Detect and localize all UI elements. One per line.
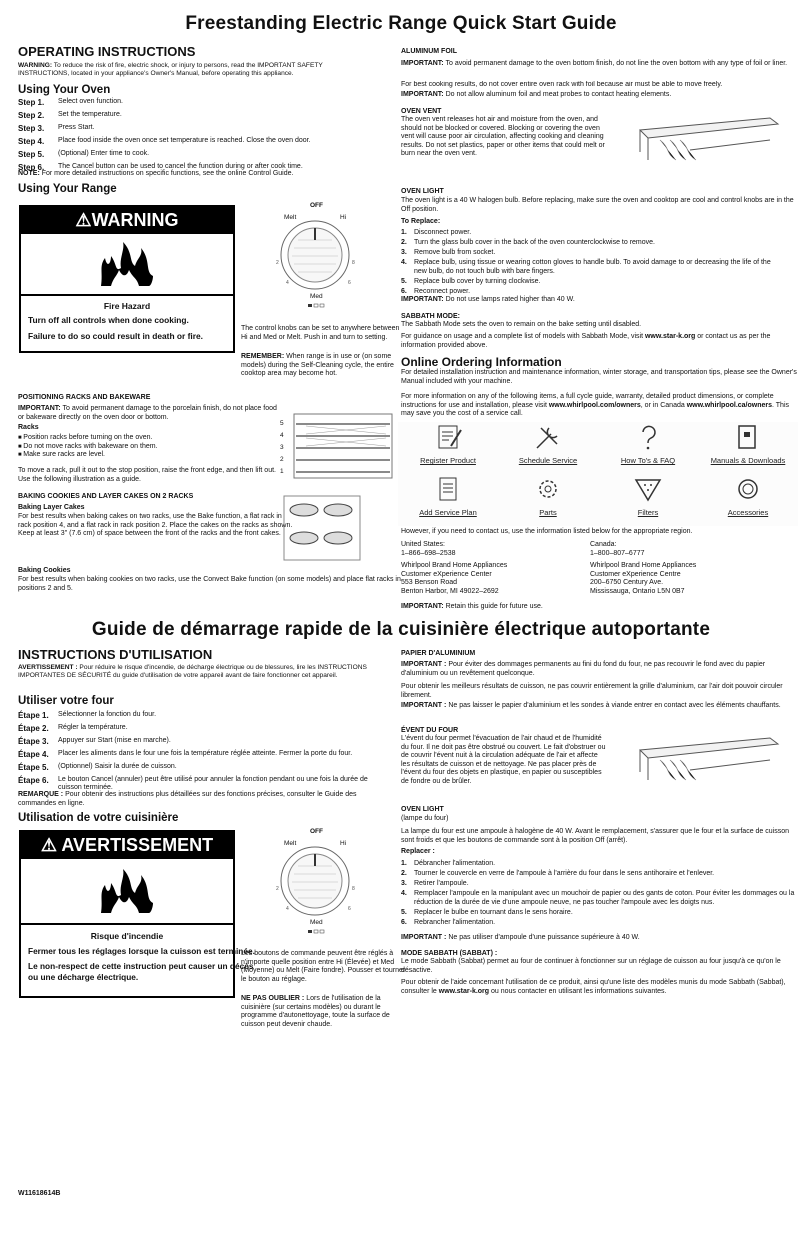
- fire-warning-box: [19, 205, 235, 353]
- knob-hi-label: Hi: [340, 214, 347, 221]
- step-text: Régler la température.: [58, 723, 128, 731]
- step-row: [18, 711, 388, 721]
- step-text: Appuyer sur Start (mise en marche).: [58, 736, 171, 744]
- page-title-fr: Guide de démarrage rapide de la cuisinière électrique autoportante: [91, 619, 711, 640]
- racks-important: IMPORTANT: To avoid permanent damage to the porcelain finish, do not place food or bakeware directly on the oven door or bottom.: [18, 405, 277, 421]
- alert-triangle-icon: ⚠: [75, 210, 92, 230]
- list-item: ■ Position racks before turning on the oven.: [18, 434, 158, 443]
- resource-link-tools[interactable]: [498, 422, 598, 465]
- racks-heading: POSITIONING RACKS AND BAKEWARE: [18, 394, 151, 401]
- vent-text-fr: L'évent du four permet l'évacuation de l'air chaud et de l'humidité du four. Il ne doit pas être obstrué ou couvert. Le fait d'obstruer ou de couvrir l'évent nuit à la circulation adéquate de l'air et affecte les résultats de cuisson et de nettoyage. Ne pas placer près de l'évent du four des objets en plastique, en papier ou susceptibles de fondre ou de brûler.: [401, 735, 606, 785]
- resource-link-hose[interactable]: [698, 474, 798, 517]
- cookies-text: For best results when baking cookies on two racks, use the Convect Bake function (on some models) and place flat racks in positions 2 and 5.: [18, 576, 401, 592]
- resource-link-manual[interactable]: [698, 422, 798, 465]
- racks-list: [18, 434, 158, 460]
- step-label: Step 4.: [18, 136, 45, 146]
- vent-heading-fr: ÉVENT DU FOUR: [401, 727, 459, 734]
- light-text-fr: La lampe du four est une ampoule à halogène de 40 W. Avant le remplacement, s'assurer que le four et la surface de cuisson sont froids et que les boutons de commande sont à la position Off (arrêt).: [401, 828, 789, 844]
- light-heading: OVEN LIGHT: [401, 188, 444, 195]
- step-text: (Optional) Enter time to cook.: [58, 149, 150, 157]
- step-text: Le bouton Cancel (annuler) peut être utilisé pour annuler la fonction pendant ou une fois la durée de cuisson terminée.: [58, 775, 368, 792]
- step-text: (Optionnel) Saisir la durée de cuisson.: [58, 762, 177, 770]
- oven-vent-illustration: [630, 110, 780, 170]
- operating-heading-fr: INSTRUCTIONS D'UTILISATION: [18, 647, 213, 662]
- resource-link-label: Schedule Service: [518, 456, 578, 466]
- foil-heading-fr: PAPIER D'ALUMINIUM: [401, 650, 476, 657]
- oven-steps-fr: [18, 711, 388, 796]
- fire-line-1-fr: Fermer tous les réglages lorsque la cuisson est terminée.: [28, 946, 255, 957]
- resource-link-label: Filters: [637, 508, 659, 518]
- step-row: [18, 111, 388, 121]
- step-text: The Cancel button can be used to cancel the function during or after cook time.: [58, 162, 303, 170]
- tools-icon: [531, 422, 565, 454]
- vent-text: The oven vent releases hot air and moisture from the oven, and should not be blocked or covered. Blocking or covering the oven vent will cause poor air circulation, affecting cooking and cleaning results. Do not set plastics, paper or other items that could melt or burn near the oven vent.: [401, 116, 605, 158]
- step-row: [18, 750, 388, 760]
- list-item: 5. Replacer le bulbe en tournant dans le sens horaire.: [401, 908, 573, 916]
- cookies-subheading: Baking Cookies: [18, 567, 71, 574]
- whirlpool-us-link[interactable]: www.whirlpool.com/owners: [548, 401, 641, 409]
- step-text: Press Start.: [58, 123, 95, 131]
- light-subheading-fr: (lampe du four): [401, 815, 449, 822]
- operating-heading: OPERATING INSTRUCTIONS: [18, 44, 196, 59]
- whirlpool-ca-link[interactable]: www.whirlpool.ca/owners: [686, 401, 773, 409]
- layer-cakes-subheading: Baking Layer Cakes: [18, 504, 85, 511]
- ca-address: Whirlpool Brand Home Appliances Customer eXperience Centre 200–6750 Century Ave. Mississauga, Ontario L5N 0B7: [590, 562, 697, 595]
- knob-text: The control knobs can be set to anywhere between Hi and Med or Melt. Push in and turn to setting.: [241, 325, 400, 341]
- step-label: Étape 3.: [18, 736, 49, 746]
- note-paragraph: NOTE: For more detailed instructions on specific functions, see the online Control Guide.: [18, 170, 294, 177]
- bake-two-racks-heading: BAKING COOKIES AND LAYER CAKES ON 2 RACKS: [18, 493, 194, 500]
- resource-link-label: Manuals & Downloads: [710, 456, 786, 466]
- fire-line-2: Failure to do so could result in death or fire.: [28, 330, 203, 341]
- fire-hazard-label: Fire Hazard: [103, 301, 151, 311]
- us-phone: 1–866–698–2538: [401, 549, 456, 557]
- fire-icon: [21, 859, 233, 925]
- using-oven-heading: Using Your Oven: [18, 84, 111, 96]
- foil-text: For best cooking results, do not cover entire oven rack with foil because air must be able to move freely.: [401, 81, 723, 88]
- replace-steps: [401, 229, 781, 298]
- vent-heading: OVEN VENT: [401, 108, 442, 115]
- light-important-fr: IMPORTANT : Ne pas utiliser d'ampoule d'une puissance supérieure à 40 W.: [401, 934, 640, 941]
- rack-position-numbers: 5 4 3 2 1: [280, 420, 284, 475]
- list-item: ■ Make sure racks are level.: [18, 451, 158, 460]
- oven-steps: [18, 98, 388, 176]
- fire-icon: [21, 234, 233, 296]
- us-contact: United States: 1–866–698–2538: [401, 541, 456, 557]
- foil-important-2: IMPORTANT: Do not allow aluminum foil and meat probes to contact heating elements.: [401, 91, 672, 98]
- rack-positions-illustration: [276, 412, 396, 480]
- using-range-heading-fr: Utilisation de votre cuisinière: [18, 812, 179, 824]
- control-knob-illustration: [270, 200, 360, 310]
- list-item: 1. Débrancher l'alimentation.: [401, 860, 496, 867]
- list-item: 1. Disconnect power.: [401, 229, 472, 236]
- list-item: 3. Retirer l'ampoule.: [401, 880, 469, 888]
- warning-paragraph: WARNING: To reduce the risk of fire, electric shock, or injury to persons, read the IMPORTANT SAFETY INSTRUCTIONS, located in your appliance's Owner's Manual, before operating this appliance.: [18, 62, 323, 78]
- step-text: Placer les aliments dans le four une fois la température réglée atteinte. Fermer la porte du four.: [58, 749, 353, 757]
- list-item: ■ Do not move racks with bakeware on them.: [18, 443, 158, 452]
- racks-subheading: Racks: [18, 424, 39, 431]
- replace-subheading: To Replace:: [401, 218, 441, 225]
- resource-link-gear[interactable]: [498, 474, 598, 517]
- sabbath-text: The Sabbath Mode sets the oven to remain on the bake setting until disabled.: [401, 321, 642, 328]
- star-k-link[interactable]: www.star-k.org: [438, 987, 490, 995]
- knob-hi-label: Hi: [340, 840, 347, 847]
- resource-link-register[interactable]: [398, 422, 498, 465]
- knob-med-label: Med: [310, 293, 323, 300]
- step-label: Étape 2.: [18, 723, 49, 733]
- svg-text:8: 8: [352, 886, 355, 892]
- knob-med-label: Med: [310, 919, 323, 926]
- knob-melt-label: Melt: [284, 214, 297, 221]
- filter-icon: [631, 474, 665, 506]
- resource-link-question[interactable]: [598, 422, 698, 465]
- foil-important-2-fr: IMPORTANT : Ne pas laisser le papier d'aluminium et les sondes à viande entrer en contact avec les éléments chauffants.: [401, 702, 781, 709]
- resource-link-label: How To's & FAQ: [620, 456, 676, 466]
- step-row: [18, 98, 388, 108]
- sabbath-heading: SABBATH MODE:: [401, 313, 460, 320]
- sabbath-link-text-fr: Pour obtenir de l'aide concernant l'utilisation de ce produit, ainsi qu'une liste des modèles munis du mode Sabbath (Sabbat), consulter le www.star-k.org ou nous contacter en utilisant les informations suivantes.: [401, 979, 786, 995]
- page-title: Freestanding Electric Range Quick Start Guide: [185, 13, 617, 34]
- list-item: 4. Replace bulb, using tissue or wearing cotton gloves to handle bulb. To avoid damage to or decreasing the life of the new bulb, do not touch bulb with bare fingers.: [401, 259, 771, 275]
- sabbath-text-fr: Le mode Sabbath (Sabbat) permet au four de continuer à fonctionner sur un réglage de cuisson au four jusqu'à ce qu'on le désactive.: [401, 958, 781, 974]
- step-text: Set the temperature.: [58, 110, 122, 118]
- list-item: 2. Turn the glass bulb cover in the back of the oven counterclockwise to remove.: [401, 239, 655, 247]
- foil-important-1: IMPORTANT: To avoid permanent damage to the oven bottom finish, do not line the oven bottom with any type of foil or liner.: [401, 60, 788, 67]
- light-important: IMPORTANT: Do not use lamps rated higher than 40 W.: [401, 296, 575, 303]
- warning-banner: ⚠WARNING: [21, 207, 233, 234]
- step-label: Étape 6.: [18, 775, 49, 785]
- step-label: Étape 5.: [18, 762, 49, 772]
- svg-text:2: 2: [276, 260, 279, 266]
- step-row: [18, 724, 388, 734]
- sabbath-link-text: For guidance on usage and a complete list of models with Sabbath Mode, visit www.star-k.org or contact us as per the information provided above.: [401, 333, 771, 349]
- svg-text:4: 4: [286, 906, 289, 912]
- remember-text: REMEMBER: When range is in use or (on some models) during the Self-Cleaning cycle, the entire cooktop area may become hot.: [241, 353, 394, 378]
- fire-warning-box-fr: [19, 830, 255, 998]
- svg-text:2: 2: [276, 886, 279, 892]
- alert-triangle-icon: ⚠: [40, 835, 62, 855]
- ca-contact: Canada: 1–800–807–6777: [590, 541, 645, 557]
- step-label: Step 5.: [18, 149, 45, 159]
- remember-text-fr: NE PAS OUBLIER : Lors de l'utilisation de la cuisinière (sur certains modèles) ou durant le programme d'autonettoyage, toute la surface de cuisson peut devenir chaude.: [241, 995, 390, 1028]
- online-links-text: For more information on any of the following items, a full cycle guide, warranty, detailed product dimensions, or complete instructions for use and installation, please visit www.whirlpool.com/owners, or in Canada www.whirlpool.ca/owners. This may save you the cost of a service call.: [401, 393, 790, 418]
- step-text: Select oven function.: [58, 98, 123, 105]
- fire-line-1: Turn off all controls when done cooking.: [28, 315, 189, 326]
- step-row: [18, 763, 388, 773]
- retain-note: IMPORTANT: Retain this guide for future use.: [401, 603, 543, 610]
- manual-icon: [731, 422, 765, 454]
- racks-move-text: To move a rack, pull it out to the stop position, raise the front edge, and then lift out. Use the following illustration as a guide.: [18, 467, 276, 483]
- step-row: [18, 124, 388, 134]
- footer-code: W11618614B: [18, 1190, 61, 1197]
- list-item: 2. Tourner le couvercle en verre de l'ampoule à l'arrière du four dans le sens antihoraire et l'enlever.: [401, 870, 715, 878]
- step-label: Step 2.: [18, 110, 45, 120]
- step-label: Step 3.: [18, 123, 45, 133]
- knob-off-label: OFF: [310, 828, 323, 835]
- foil-important-1-fr: IMPORTANT : Pour éviter des dommages permanents au fini du fond du four, ne pas recouvrir le fond avec du papier d'aluminium ou un revêtement quelconque.: [401, 661, 766, 677]
- knob-off-label: OFF: [310, 202, 323, 209]
- light-heading-fr: OVEN LIGHT: [401, 806, 444, 813]
- svg-text:6: 6: [348, 906, 351, 912]
- foil-heading: ALUMINUM FOIL: [401, 48, 457, 55]
- foil-text-fr: Pour obtenir les meilleurs résultats de cuisson, ne pas couvrir entièrement la grille d'aluminium, car l'air doit pouvoir circuler librement.: [401, 683, 783, 699]
- list-item: 6. Rebrancher l'alimentation.: [401, 918, 496, 926]
- step-text: Place food inside the oven once set temperature is reached. Close the oven door.: [58, 136, 311, 144]
- star-k-link[interactable]: www.star-k.org: [644, 333, 696, 340]
- list-item: 3. Remove bulb from socket.: [401, 249, 496, 257]
- online-ordering-heading: Online Ordering Information: [401, 355, 562, 369]
- fire-line-2-fr: Le non-respect de cette instruction peut causer un décès ou une décharge électrique.: [28, 961, 254, 982]
- svg-text:4: 4: [286, 280, 289, 286]
- resource-link-filter[interactable]: [598, 474, 698, 517]
- contact-text: However, if you need to contact us, use the information listed below for the appropriate region.: [401, 528, 693, 535]
- sabbath-heading-fr: MODE SABBATH (SABBAT) :: [401, 950, 498, 957]
- knob-melt-label: Melt: [284, 840, 297, 847]
- replace-steps-fr: [401, 860, 799, 929]
- layer-cakes-text: For best results when baking cakes on two racks, use the Bake function, a flat rack in rack position 4, and a flat rack in rack position 2. Place the cakes on the racks as shown. Keep at least 3" (7.6 cm) of space between the front of the racks and the front cakes.: [18, 513, 293, 538]
- replace-subheading-fr: Replacer :: [401, 848, 435, 855]
- ca-phone: 1–800–807–6777: [590, 549, 645, 557]
- warning-paragraph-fr: AVERTISSEMENT : Pour réduire le risque d'incendie, de décharge électrique ou de blessures, lire les INSTRUCTIONS IMPORTANTES DE SÉCURITÉ du guide d'utilisation de votre appareil avant de faire fonctionner cet appareil.: [18, 664, 367, 680]
- gear-icon: [531, 474, 565, 506]
- document-icon: [431, 474, 465, 506]
- using-oven-heading-fr: Utiliser votre four: [18, 695, 114, 707]
- step-label: Étape 1.: [18, 711, 49, 720]
- svg-text:6: 6: [348, 280, 351, 286]
- light-text: The oven light is a 40 W halogen bulb. Before replacing, make sure the oven and cooktop are cool and control knobs are in the Off position.: [401, 197, 794, 213]
- register-icon: [431, 422, 465, 454]
- online-text: For detailed installation instruction and maintenance information, winter storage, and transportation tips, please see the Owner's Manual included with your machine.: [401, 369, 797, 385]
- resource-link-label: Register Product: [420, 456, 476, 466]
- resource-link-label: Parts: [539, 508, 557, 518]
- note-paragraph-fr: REMARQUE : Pour obtenir des instructions plus détaillées sur des fonctions précises, consulter le Guide des commandes en ligne.: [18, 791, 357, 807]
- step-row: [18, 737, 388, 747]
- step-label: Étape 4.: [18, 749, 49, 759]
- resource-link-label: Accessories: [727, 508, 769, 518]
- control-knob-illustration-fr: [270, 826, 360, 936]
- fire-hazard-label-fr: Risque d'incendie: [90, 931, 164, 941]
- using-range-heading: Using Your Range: [18, 183, 117, 195]
- resource-link-document[interactable]: [398, 474, 498, 517]
- oven-vent-illustration-fr: [630, 730, 780, 790]
- hose-icon: [731, 474, 765, 506]
- step-row: [18, 150, 388, 160]
- step-row: [18, 137, 388, 147]
- svg-text:8: 8: [352, 260, 355, 266]
- us-address: Whirlpool Brand Home Appliances Customer eXperience Center 553 Benson Road Benton Harbor, MI 49022–2692: [401, 562, 508, 595]
- cakes-illustration: [282, 494, 362, 562]
- knob-text-fr: Les boutons de commande peuvent être réglés à n'importe quelle position entre Hi (Élevée) et Med (Moyenne) ou Melt (Faire fondre). Pousser et tourner le bouton au réglage.: [241, 950, 406, 983]
- resource-link-label: Add Service Plan: [419, 508, 477, 518]
- list-item: 6. Reconnect power.: [401, 287, 471, 295]
- list-item: 4. Remplacer l'ampoule en la manipulant avec un mouchoir de papier ou des gants de coton. Pour éviter les dommages ou la réduction de la durée de vie d'une ampoule neuve, ne pas toucher l'ampoule avec les doigts nus.: [401, 890, 795, 906]
- step-text: Sélectionner la fonction du four.: [58, 711, 157, 718]
- question-icon: [631, 422, 665, 454]
- step-label: Step 6.: [18, 162, 45, 172]
- list-item: 5. Replace bulb cover by turning clockwise.: [401, 277, 541, 285]
- step-label: Step 1.: [18, 98, 45, 107]
- warning-banner-fr: ⚠ AVERTISSEMENT: [21, 832, 233, 859]
- resource-icons-grid: [398, 422, 798, 526]
